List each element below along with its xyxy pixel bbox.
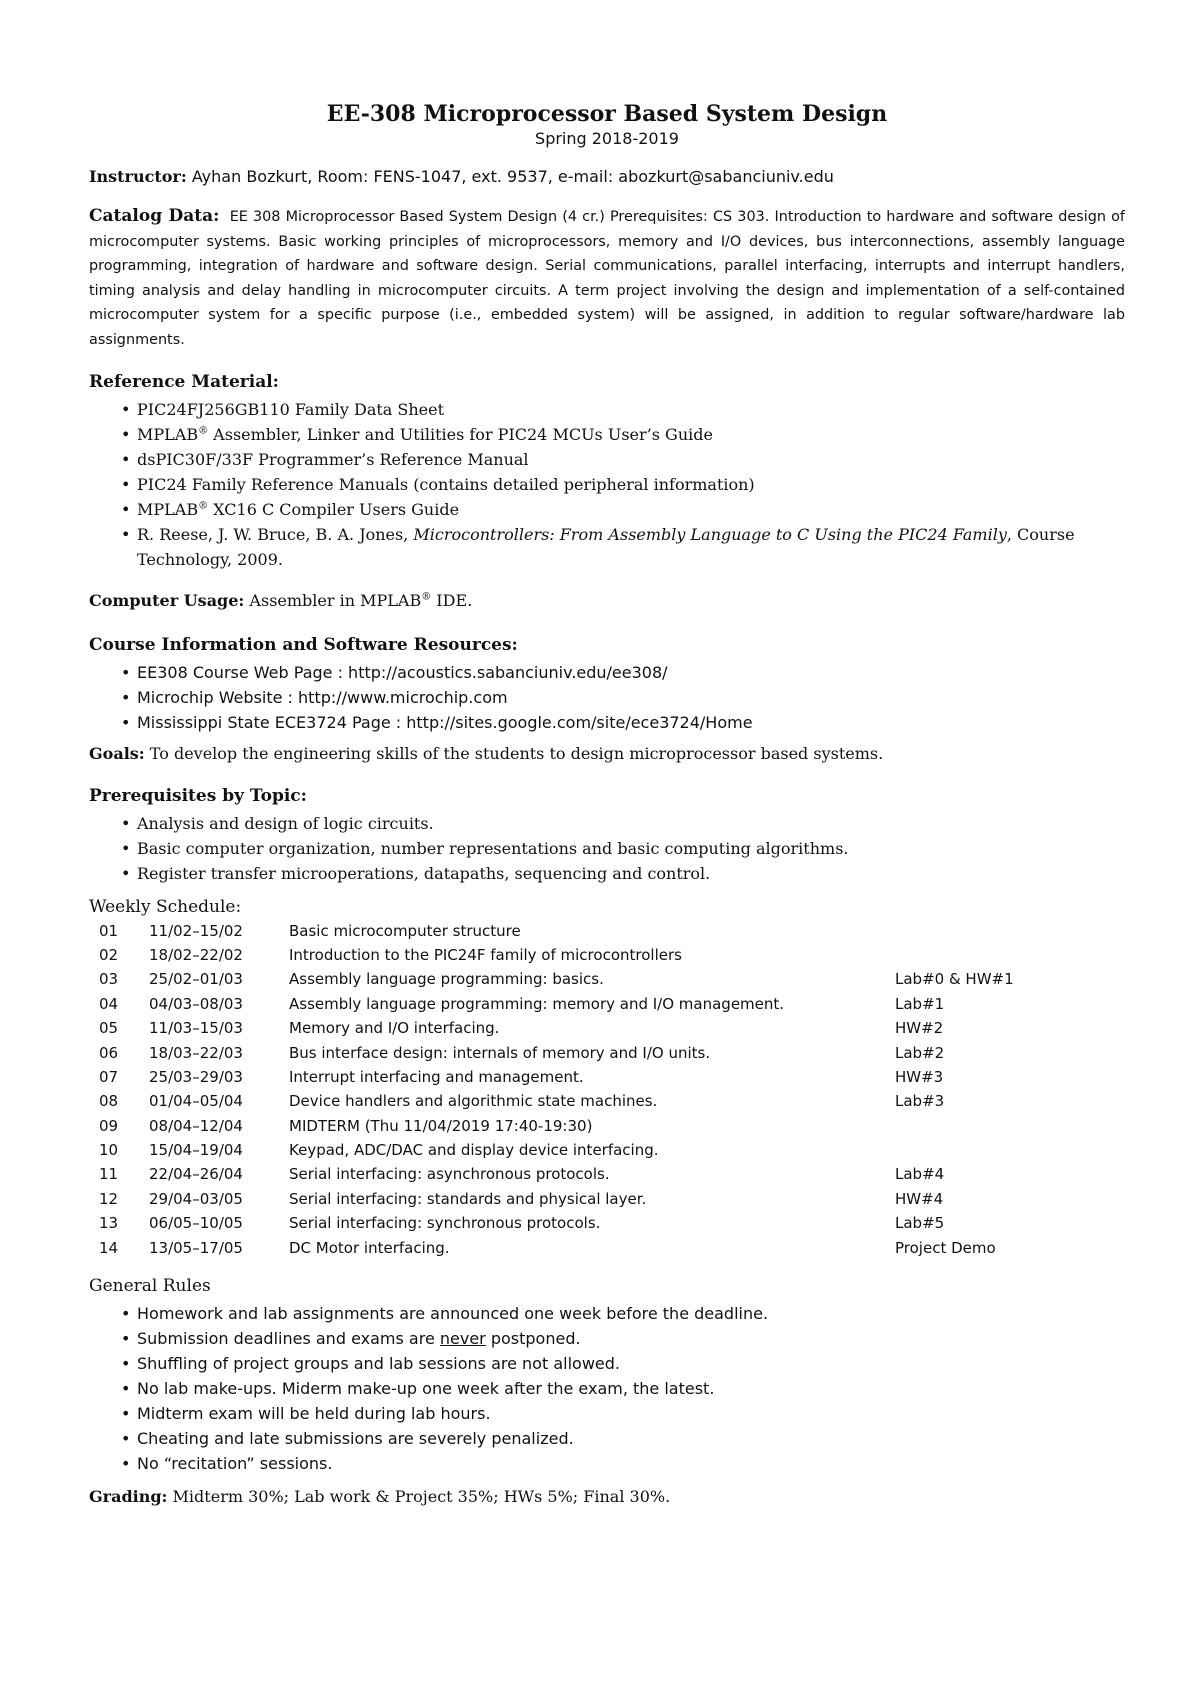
schedule-week-cell: 06 bbox=[99, 1043, 119, 1062]
instructor-text: Ayhan Bozkurt, Room: FENS-1047, ext. 9537, e-mail: abozkurt@sabanciuniv.edu bbox=[191, 167, 834, 186]
schedule-task-cell: Lab#2 bbox=[895, 1043, 945, 1062]
grading-label: Grading: bbox=[89, 1487, 168, 1507]
table-row bbox=[99, 1239, 1075, 1263]
list-item: • Submission deadlines and exams are never postponed. bbox=[137, 1326, 1125, 1351]
schedule-task-cell: Lab#4 bbox=[895, 1165, 945, 1184]
list-item: • PIC24FJ256GB110 Family Data Sheet bbox=[137, 397, 1125, 422]
schedule-topic-cell: Interrupt interfacing and management. bbox=[289, 1067, 584, 1086]
schedule-week-cell: 07 bbox=[99, 1067, 119, 1086]
list-item: • No “recitation” sessions. bbox=[137, 1451, 1125, 1476]
schedule-task-cell: HW#2 bbox=[895, 1019, 944, 1038]
schedule-topic-cell: Assembly language programming: memory and I/O management. bbox=[289, 994, 785, 1013]
instructor-label: Instructor: bbox=[89, 167, 187, 186]
schedule-week-cell: 10 bbox=[99, 1141, 119, 1160]
schedule-dates-cell: 11/02–15/02 bbox=[149, 921, 243, 940]
schedule-dates-cell: 25/03–29/03 bbox=[149, 1067, 243, 1086]
schedule-topic-cell: Assembly language programming: basics. bbox=[289, 970, 604, 989]
schedule-task-cell: HW#4 bbox=[895, 1189, 944, 1208]
schedule-dates-cell: 15/04–19/04 bbox=[149, 1141, 243, 1160]
table-row bbox=[99, 970, 1075, 994]
table-row bbox=[99, 1117, 1075, 1141]
page-title: EE-308 Microprocessor Based System Design bbox=[326, 101, 888, 127]
schedule-dates-cell: 04/03–08/03 bbox=[149, 994, 243, 1013]
computer-usage: Computer Usage: Assembler in MPLAB® IDE. bbox=[89, 590, 473, 610]
schedule-topic-cell: Serial interfacing: synchronous protocols. bbox=[289, 1214, 601, 1233]
schedule-dates-cell: 06/05–10/05 bbox=[149, 1214, 243, 1233]
table-row bbox=[99, 1068, 1075, 1092]
schedule-task-cell bbox=[895, 922, 1075, 946]
grading-text: Midterm 30%; Lab work & Project 35%; HWs 5%; Final 30%. bbox=[172, 1487, 671, 1507]
schedule-week-cell: 13 bbox=[99, 1214, 119, 1233]
prereq-list bbox=[89, 811, 1125, 886]
reference-list bbox=[89, 397, 1125, 572]
table-row bbox=[99, 1190, 1075, 1214]
term-subtitle: Spring 2018-2019 bbox=[535, 129, 679, 148]
schedule-dates-cell: 25/02–01/03 bbox=[149, 970, 243, 989]
schedule-topic-cell: Serial interfacing: standards and physical layer. bbox=[289, 1189, 647, 1208]
computer-usage-label: Computer Usage: bbox=[89, 590, 245, 610]
schedule-week-cell: 12 bbox=[99, 1189, 119, 1208]
table-row bbox=[99, 1044, 1075, 1068]
schedule-task-cell bbox=[895, 946, 1075, 970]
schedule-dates-cell: 29/04–03/05 bbox=[149, 1189, 243, 1208]
schedule-task-cell: Lab#1 bbox=[895, 994, 945, 1013]
course-info-heading: Course Information and Software Resources: bbox=[89, 634, 518, 655]
schedule-topic-cell: Bus interface design: internals of memory and I/O units. bbox=[289, 1043, 711, 1062]
grading-line bbox=[89, 1486, 1125, 1508]
schedule-task-cell bbox=[895, 1141, 1075, 1165]
schedule-week-cell: 03 bbox=[99, 970, 119, 989]
schedule-table bbox=[99, 922, 1075, 1263]
schedule-task-cell: Lab#0 & HW#1 bbox=[895, 970, 1014, 989]
schedule-week-cell: 11 bbox=[99, 1165, 119, 1184]
rules-list bbox=[89, 1301, 1125, 1476]
table-row bbox=[99, 995, 1075, 1019]
catalog-text: EE 308 Microprocessor Based System Design (4 cr.) Prerequisites: CS 303. Introduction to hardware and software design of microcomputer systems. Basic working principles of microprocessors, memory and I/O devices, bus interconnections, assembly language programming, integration of hardware and software design. Serial communications, parallel interfacing, interrupts and interrupt handlers, timing analysis and delay handling in microcomputer circuits. A term project involving the design and implementation of a self-contained microcomputer system for a specific purpose (i.e., embedded system) will be assigned, in addition to regular software/hardware lab assignments. bbox=[89, 209, 1125, 348]
list-item: • Basic computer organization, number representations and basic computing algorithms. bbox=[137, 836, 1125, 861]
goals-label: Goals: bbox=[89, 743, 145, 763]
list-item: • PIC24 Family Reference Manuals (contains detailed peripheral information) bbox=[137, 472, 1125, 497]
table-row bbox=[99, 1092, 1075, 1116]
schedule-task-cell bbox=[895, 1117, 1075, 1141]
list-item: • EE308 Course Web Page : http://acoustics.sabanciuniv.edu/ee308/ bbox=[137, 660, 1125, 685]
reference-heading: Reference Material: bbox=[89, 371, 279, 392]
list-item: • Cheating and late submissions are severely penalized. bbox=[137, 1426, 1125, 1451]
prereq-heading: Prerequisites by Topic: bbox=[89, 785, 307, 806]
list-item: • Register transfer microoperations, datapaths, sequencing and control. bbox=[137, 861, 1125, 886]
schedule-week-cell: 04 bbox=[99, 994, 119, 1013]
schedule-dates-cell: 22/04–26/04 bbox=[149, 1165, 243, 1184]
schedule-week-cell: 08 bbox=[99, 1092, 119, 1111]
catalog-data bbox=[89, 204, 1125, 353]
rules-heading: General Rules bbox=[89, 1276, 211, 1297]
list-item: • Midterm exam will be held during lab hours. bbox=[137, 1401, 1125, 1426]
goals-line bbox=[89, 743, 1125, 765]
table-row bbox=[99, 1214, 1075, 1238]
list-item: • Microchip Website : http://www.microchip.com bbox=[137, 685, 1125, 710]
syllabus-page bbox=[89, 100, 1125, 1508]
schedule-topic-cell: Basic microcomputer structure bbox=[289, 921, 521, 940]
schedule-topic-cell: Introduction to the PIC24F family of microcontrollers bbox=[289, 945, 682, 964]
table-row bbox=[99, 1141, 1075, 1165]
schedule-week-cell: 05 bbox=[99, 1019, 119, 1038]
schedule-dates-cell: 18/02–22/02 bbox=[149, 945, 243, 964]
schedule-task-cell: Project Demo bbox=[895, 1238, 996, 1257]
schedule-task-cell: Lab#5 bbox=[895, 1214, 945, 1233]
schedule-week-cell: 01 bbox=[99, 921, 119, 940]
schedule-heading: Weekly Schedule: bbox=[89, 896, 242, 917]
prereq-section bbox=[89, 785, 1125, 886]
schedule-topic-cell: MIDTERM (Thu 11/04/2019 17:40-19:30) bbox=[289, 1116, 593, 1135]
schedule-week-cell: 02 bbox=[99, 945, 119, 964]
list-item: • Mississippi State ECE3724 Page : http://sites.google.com/site/ece3724/Home bbox=[137, 710, 1125, 735]
goals-text: To develop the engineering skills of the students to design microprocessor based systems. bbox=[149, 743, 884, 763]
schedule-dates-cell: 18/03–22/03 bbox=[149, 1043, 243, 1062]
schedule-topic-cell: Memory and I/O interfacing. bbox=[289, 1019, 500, 1038]
schedule-dates-cell: 01/04–05/04 bbox=[149, 1092, 243, 1111]
catalog-label: Catalog Data: bbox=[89, 206, 220, 226]
schedule-topic-cell: DC Motor interfacing. bbox=[289, 1238, 450, 1257]
table-row bbox=[99, 946, 1075, 970]
schedule-topic-cell: Serial interfacing: asynchronous protocols. bbox=[289, 1165, 610, 1184]
course-info-section bbox=[89, 634, 1125, 735]
table-row bbox=[99, 922, 1075, 946]
list-item: • R. Reese, J. W. Bruce, B. A. Jones, Microcontrollers: From Assembly Language to C Using the PIC24 Family, Course Technology, 2009. bbox=[137, 522, 1125, 572]
schedule-task-cell: HW#3 bbox=[895, 1067, 944, 1086]
list-item: • MPLAB® Assembler, Linker and Utilities for PIC24 MCUs User’s Guide bbox=[137, 422, 1125, 447]
schedule-topic-cell: Keypad, ADC/DAC and display device interfacing. bbox=[289, 1141, 659, 1160]
list-item: • MPLAB® XC16 C Compiler Users Guide bbox=[137, 497, 1125, 522]
schedule-dates-cell: 13/05–17/05 bbox=[149, 1238, 243, 1257]
schedule-week-cell: 09 bbox=[99, 1116, 119, 1135]
schedule-section bbox=[89, 896, 1125, 1263]
list-item: • Shuffling of project groups and lab sessions are not allowed. bbox=[137, 1351, 1125, 1376]
instructor-line bbox=[89, 166, 1125, 188]
list-item: • Analysis and design of logic circuits. bbox=[137, 811, 1125, 836]
schedule-week-cell: 14 bbox=[99, 1238, 119, 1257]
table-row bbox=[99, 1165, 1075, 1189]
reference-section bbox=[89, 371, 1125, 572]
rules-section bbox=[89, 1275, 1125, 1476]
schedule-dates-cell: 08/04–12/04 bbox=[149, 1116, 243, 1135]
list-item: • No lab make-ups. Miderm make-up one week after the exam, the latest. bbox=[137, 1376, 1125, 1401]
schedule-task-cell: Lab#3 bbox=[895, 1092, 945, 1111]
list-item: • Homework and lab assignments are announced one week before the deadline. bbox=[137, 1301, 1125, 1326]
schedule-topic-cell: Device handlers and algorithmic state machines. bbox=[289, 1092, 658, 1111]
schedule-dates-cell: 11/03–15/03 bbox=[149, 1019, 243, 1038]
table-row bbox=[99, 1019, 1075, 1043]
course-info-list bbox=[89, 660, 1125, 735]
list-item: • dsPIC30F/33F Programmer’s Reference Manual bbox=[137, 447, 1125, 472]
